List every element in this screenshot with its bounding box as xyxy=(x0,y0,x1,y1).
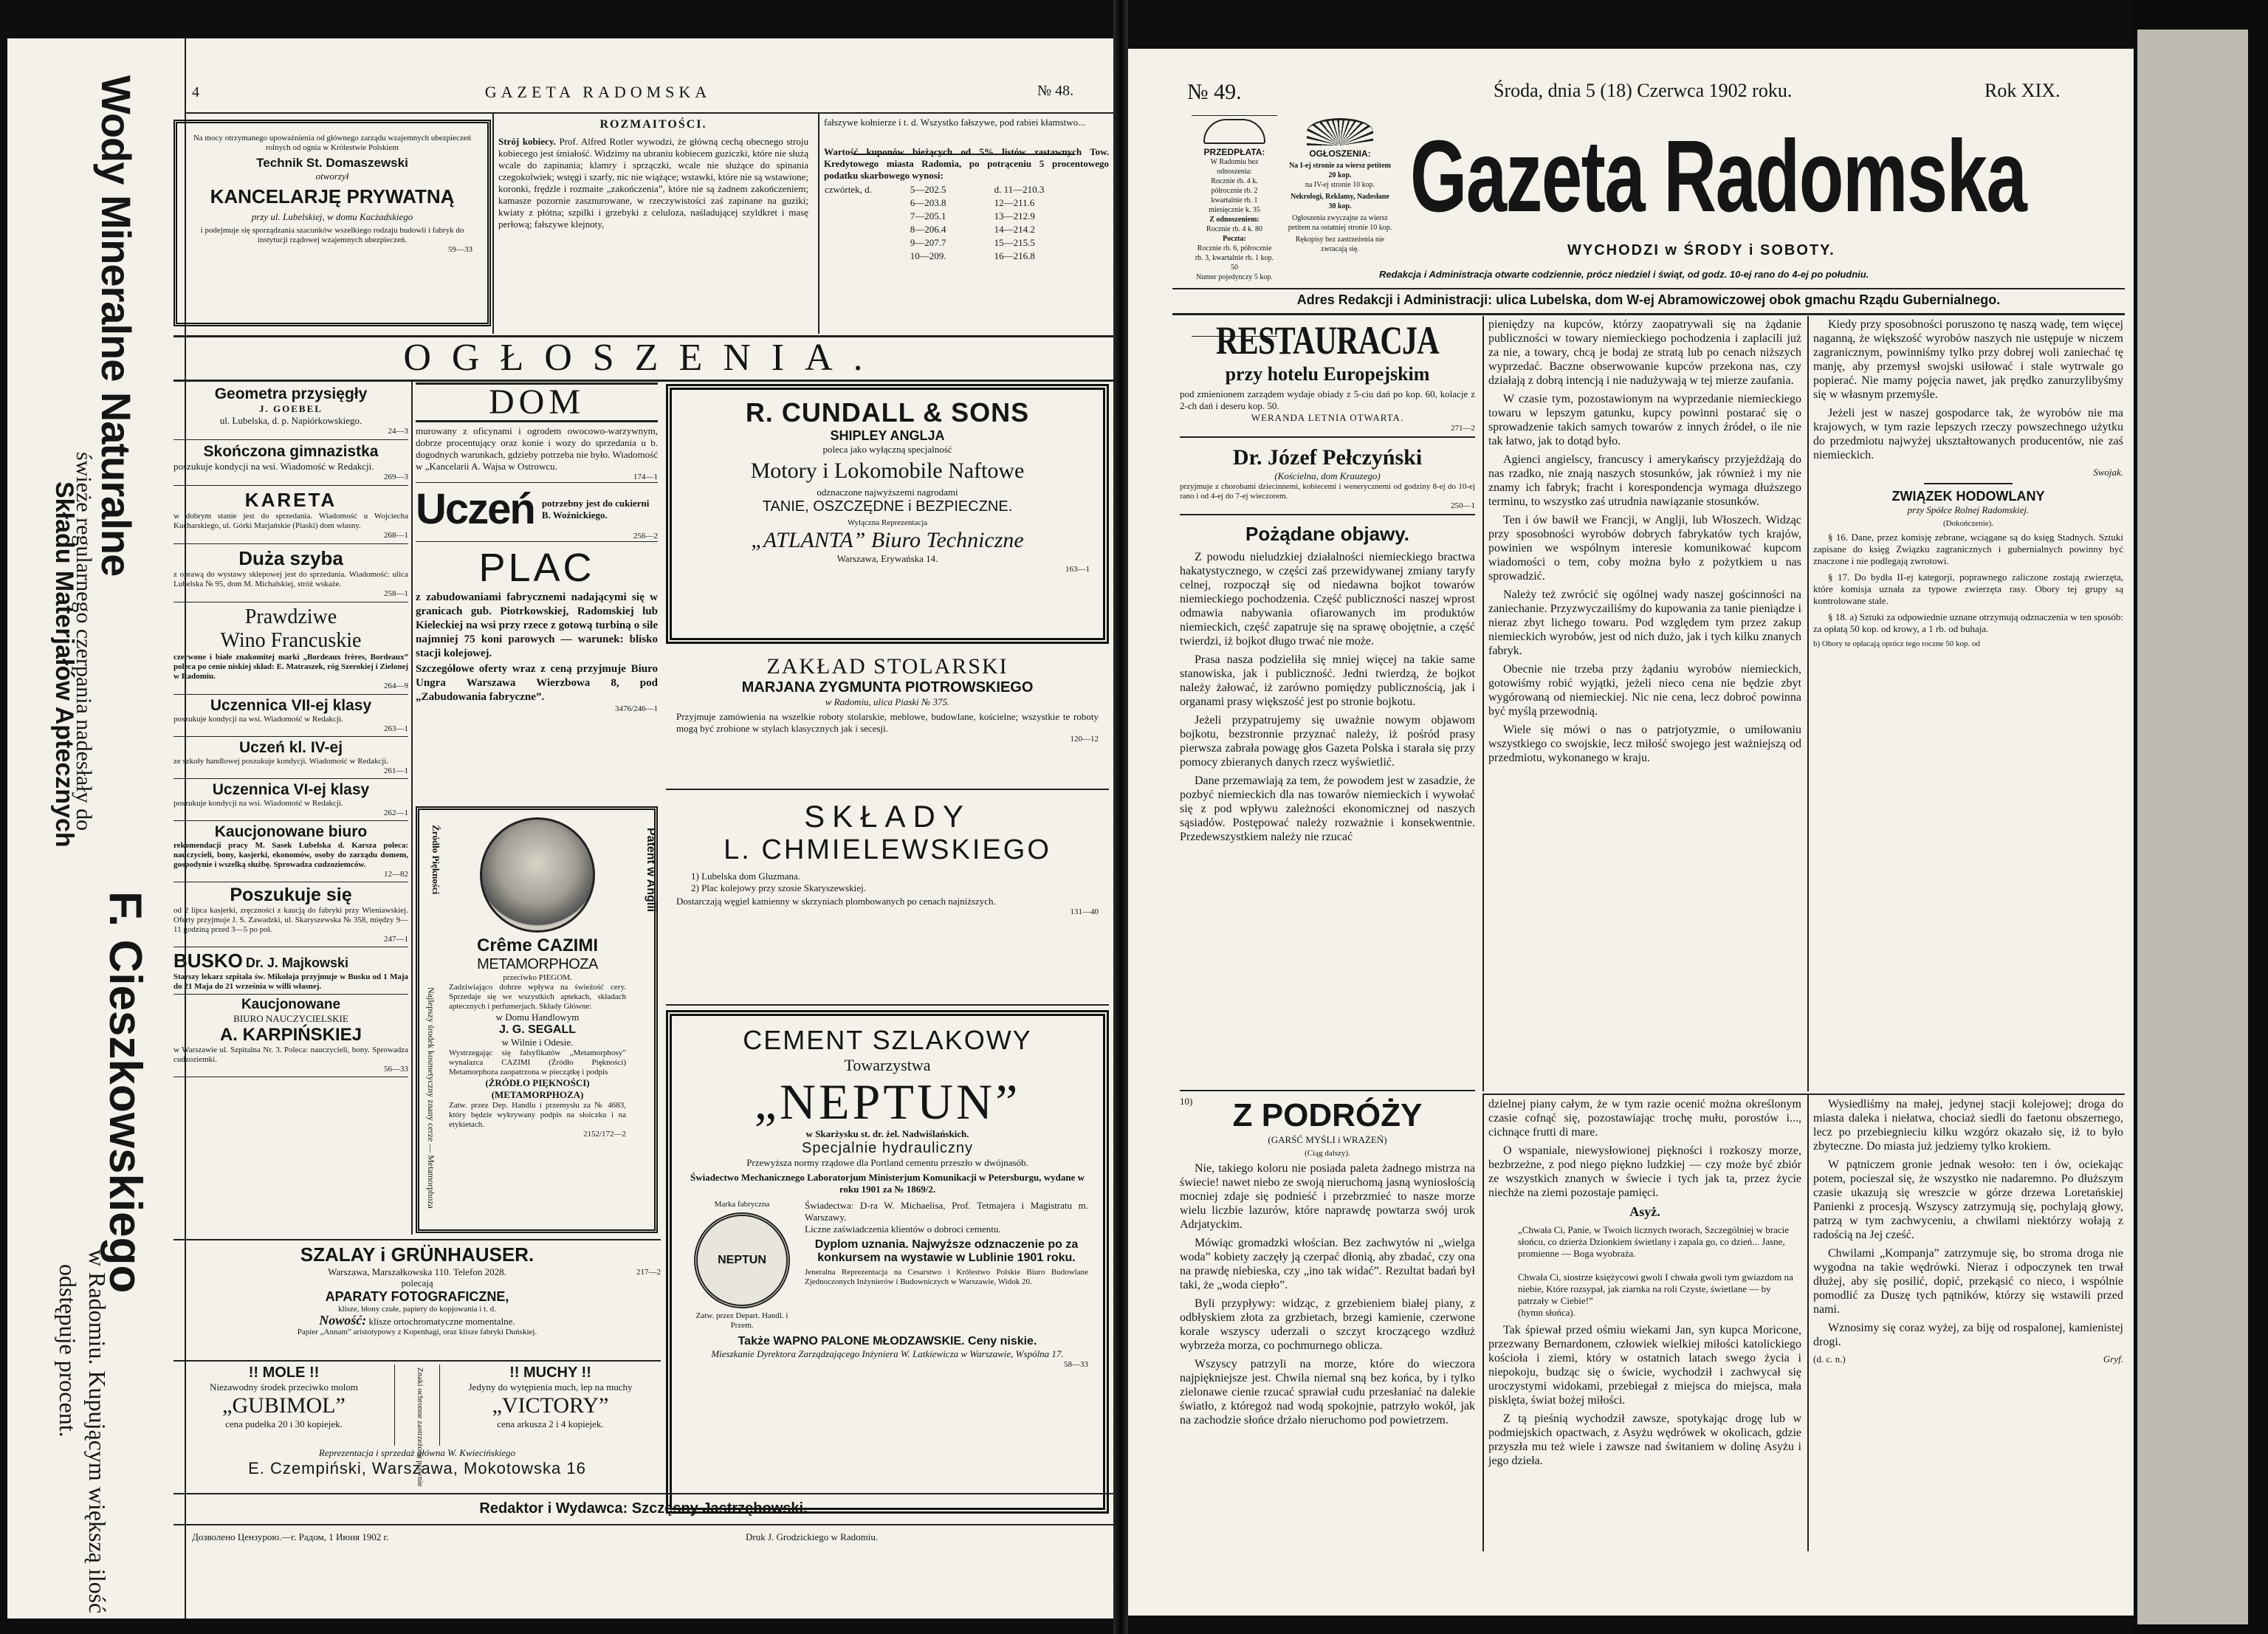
aparaty-papier: Papier „Annam” aristotypowy z Kopenhagi, oraz klisze fabryki Duńskiej. xyxy=(297,1328,537,1336)
cundall-agent: „ATLANTA” Biuro Techniczne xyxy=(751,528,1024,552)
ad-body: rekomendacji pracy M. Sasek Lubelska d. Karsza poleca: nauczycieli, bony, kasjerki, ekonomów, osoby do zarządu domem, gospodynie i wszelką służbę. Sprowadza cudzoziemców. xyxy=(173,841,408,869)
szalay-ad xyxy=(173,1239,661,1337)
ogloszenia-banner: OGŁOSZENIA. xyxy=(403,337,884,379)
zwiazek-cont: (Dokończenie). xyxy=(1942,519,1994,528)
notice-body: i podejmuje się sporządzania szacunków wszelkiego rodzaju budowli i fabryk do instytucji rządowej wzajemnych ubezpieczeń. xyxy=(200,226,464,244)
notice-name: Technik St. Domaszewski xyxy=(256,156,408,170)
kupony-cell: 8—206.4 xyxy=(910,224,946,235)
right-col2-lower xyxy=(1488,1097,1801,1472)
ad-geometra xyxy=(173,382,408,440)
ad-title: Kaucjonowane xyxy=(241,997,341,1012)
issue-date: Środa, dnia 5 (18) Czerwca 1902 roku. xyxy=(1494,80,1793,101)
left-newspaper-page xyxy=(7,38,1113,1618)
kupony-cell: 12—211.6 xyxy=(994,197,1035,208)
ad-code: 258—1 xyxy=(384,589,408,598)
ad-title: Duża szyba xyxy=(238,547,343,569)
left-issue-number: № 48. xyxy=(1037,83,1074,99)
left-page-number: 4 xyxy=(192,84,199,100)
z-podrozy-p3: Byli przypływy: widząc, z grzebieniem białej piany, z odbłyskiem złota za grzbietach, brzegi kamienie, czerwone korale wszyscy uderzali o szczyt kroczącego wzdłuż wybrzeża morza, co pochmurnego oblicza. xyxy=(1180,1297,1475,1352)
col2-p1: pieniędzy na kupców, którzy zaopatrywali się na żądanie publiczności w towary niemieckiego pochodzenia i zaplacili już za nie, a towary, chcą je bodaj ze stratą lub po cenach niższych wyprzedać. Baczne obserwowanie kupców przekona nas, czy działają z dobrą intencją i nie nadużywają w tej mierze zaufania. xyxy=(1488,318,1801,387)
neptun-cert: Świadectwo Mechanicznego Laboratorjum Ministerjum Komunikacji w Petersburgu, wydane w roku 1901 za № 1869/2. xyxy=(690,1172,1085,1195)
aparaty-title: APARATY FOTOGRAFICZNE, xyxy=(325,1289,509,1304)
neptun-loc: w Skarżysku st. dr. żel. Nadwiślańskich. xyxy=(805,1128,969,1139)
masthead-title: Gazeta Radomska xyxy=(1410,120,2027,233)
poem-text: „Chwała Ci, Panie, w Twoich licznych tworach, Szczególniej w bracie słońcu, co dzierża Dzionkiem świetlany i zapala go, co dzień... Jasne, promienne — Boga wyobraża. Chwała Ci, siostrze księżycowi gwoli I chwała gwoli tym gwiazdom na niebie, Które rozsypał, jak ziarnka na roli Czyste, świetlane — by patrzały w Ciebie!” (hymn słońca). xyxy=(1518,1224,1793,1318)
cazimi-brand: Crême CAZIMI xyxy=(476,936,599,955)
ad-uczen-code: 256—2 xyxy=(416,532,658,542)
neptun-mark-label: Marka fabryczna xyxy=(714,1200,770,1209)
issue-year: Rok XIX. xyxy=(1984,80,2061,101)
cundall-name: R. CUNDALL & SONS xyxy=(745,397,1030,428)
cazimi-paren: (ŹRÓDŁO PIĘKNOŚCI) (METAMORPHOZA) xyxy=(485,1077,590,1100)
ad-busko xyxy=(173,947,408,995)
kancelaria-notice xyxy=(173,120,491,326)
stolarski-owner: MARJANA ZYGMUNTA PIOTROWSKIEGO xyxy=(741,679,1034,696)
chmielewski-ad xyxy=(666,794,1109,1006)
aparaty-nowosc: Nowość: xyxy=(319,1313,367,1328)
issue-number: № 49. xyxy=(1187,80,1242,104)
muchy-body: Jedyny do wytępienia much, lep na muchy xyxy=(468,1381,633,1393)
muchy-brand: „VICTORY” xyxy=(492,1393,609,1418)
ad-dom-code: 174—1 xyxy=(416,473,658,483)
cundall-slogan: TANIE, OSZCZĘDNE i BEZPIECZNE. xyxy=(762,498,1013,515)
ad-body: od 2 lipca kasjerki, zręczności z kaucją do fabryki przy Wieniawskiej. Oferty przyjmuje J. S. Zawadzki, ul. Skaryszewska № 358, między 9—11 godziną przed 3—5 po poł. xyxy=(173,906,408,934)
neptun-approved: Zatw. przez Depart. Handl. i Przem. xyxy=(695,1311,788,1330)
neptun-addr: Mieszkanie Dyrektora Zarządzającego Inżyniera W. Latkiewicza w Warszawie, Wspólna 17. xyxy=(711,1348,1064,1359)
mole-muchy-ad xyxy=(173,1360,661,1487)
col3-p1: Kiedy przy sposobności poruszono tę naszą wadę, tem więcej naganną, że większość wyrobów naszych nie ustępuje w niczem zagranicznym, powinniśmy tylko przy dobrej woli zaniechać tę manję, aby przemysł swojski usiłować i stale wytrwale go popierać. Nie mamy pojęcia nawet, jak prędko zanurzylibyśmy się w własnym przemyśle. xyxy=(1813,318,2123,401)
cazimi-side-vertical: Najlepszy środek kosmetyczny znany cerze — Metamorphoza xyxy=(426,987,436,1209)
restauracja-body: pod zmienionem zarządem wydaje obiady z 5-ciu dań po kop. 60, kolacje z 2-ch dań i deseru kop. 50. xyxy=(1180,388,1475,411)
neptun-code: 58—33 xyxy=(1064,1360,1088,1369)
ad-plac-body2: Szczegółowe oferty wraz z ceną przyjmuje Biuro Ungra Warszawa Wierzbowa 8, pod „Zabudowania fabryczne”. xyxy=(416,663,658,703)
prenumerata-line: kwartalnie rb. 1 xyxy=(1211,196,1258,205)
ad-biuro-nauczycielskie xyxy=(173,995,408,1077)
notice-code: 59—33 xyxy=(448,245,472,254)
kupony-title: Wartość kuponów bieżących od 5% listów zastawnych Tow. Kredytowego miasta Radomia, po potrąceniu 5 procentowego podatku skarbowego wynosi: xyxy=(824,146,1109,181)
neptun-body: Przewyższa normy rządowe dla Portland cementu przeszło w dwójnasób. xyxy=(746,1157,1028,1168)
rozmaitosci-body: Prof. Alfred Rotler wywodzi, że główną cechą obecnego stroju kobiecego jest śmiałość. Widzimy na ubraniu kobiecem guziczki, które nie służą wcale do zapinania; klamry i sprzączki, wcale nie służące do spinania czegokolwiek; wstęgi i szarfy, nic nie wiążące; wstawki, które nie są wstawione; koronki, frędzle i rozmaite „zakończenia”, które nie są żadnem zakończeniem; kamasze pozornie zasznurowane, w rzeczywistości zaś zapinane na guziki; kwiaty z płótna; szpilki i grzebyki z celuloza, naśladującej szyldkret i masę perłową; fałszywe klejnoty, xyxy=(498,136,808,230)
ad-code: 12—82 xyxy=(384,870,408,879)
ad-uczen-title: Uczeń xyxy=(416,485,535,533)
ad-title: Poszukuje się xyxy=(230,885,352,905)
cundall-award: odznaczone najwyższemi nagrodami xyxy=(817,487,958,498)
wychodzi-line: WYCHODZI w ŚRODY i SOBOTY. xyxy=(1567,242,1835,258)
ad-title: Uczennica VI-ej klasy xyxy=(212,781,370,798)
neptun-trademark-icon xyxy=(694,1212,790,1308)
z-podrozy-p2: Mówiąc gromadzki włościan. Bez zachwytów ni „wielga woda” kobiety zaczęły ją czerpać dłonią, aby zbadać, czy ona na prawdę niebieska, czy „ino tak widać”. Rezultat badań był taki, że „woda ciepło”. xyxy=(1180,1237,1475,1291)
classifieds-col2 xyxy=(416,382,658,714)
ogloszenia-box-line: Na I-ej stronie za wiersz petitem 20 kop. xyxy=(1289,162,1391,179)
cundall-addr: Warszawa, Erywańska 14. xyxy=(836,553,938,564)
print-line: Druk J. Grodzickiego w Radomiu. xyxy=(746,1531,879,1542)
spine-line1: Wody Mineralne Naturalne xyxy=(93,75,140,577)
ad-gimnazistka xyxy=(173,440,408,486)
ad-code: 269—3 xyxy=(384,473,408,481)
ogloszenia-box-title: OGŁOSZENIA: xyxy=(1309,148,1371,159)
right-col3 xyxy=(1813,317,2123,653)
cazimi-dept3: w Wilnie i Odesie. xyxy=(501,1037,574,1048)
ad-dom-body: murowany z oficynami i ogrodem owocowo-warzywnym, dobrze procentujący oraz konie i wozy do sprzedania u b. dogodnych warunkach, gdzieby potrzeba nie było. Wiadomość w „Kancelarii A. Wajsa w Ostrowcu. xyxy=(416,425,658,472)
right-newspaper-page xyxy=(1128,49,2135,1616)
col2-p6: Obecnie nie trzeba przy żądaniu wyrobów niemieckich, gotowiśmy robić wyjątki, jeżeli nieco cena nie będzie zbyt wygórowaną od niemieckiej. Nic nie cena, lecz dobroć powinna być myślą przewodnią. xyxy=(1488,663,1801,718)
cazimi-foot: Zatw. przez Dep. Handlu i przemysłu za № 4683, który będzie wykrywany podpis na słoiczku i na etykietach. xyxy=(449,1101,626,1129)
z-podrozy-marker: 10) xyxy=(1180,1096,1193,1107)
ad-code: 264—9 xyxy=(384,682,408,690)
doctor-code: 250—1 xyxy=(1180,501,1475,515)
kupony-cell: 7—205.1 xyxy=(910,210,946,222)
aparaty-poleca: polecają xyxy=(401,1277,433,1288)
ad-code: 24—3 xyxy=(388,427,408,436)
col3b-p3: Wznosimy się coraz wyżej, za biję od rospalonej, kamienistej drogi. xyxy=(1813,1322,2123,1348)
szalay-title: SZALAY i GRÜNHAUSER. xyxy=(300,1243,535,1266)
ad-title: Uczeń kl. IV-ej xyxy=(238,739,343,756)
ad-kareta xyxy=(173,486,408,544)
ad-plac-code: 3476/246—1 xyxy=(614,704,658,713)
kupony-cell: 15—215.5 xyxy=(994,237,1035,248)
doctor-body: przyjmuje z chorobami dziecinnemi, kobiecemi i wenerycznemi od godziny 8-ej do 10-ej rano i od 4-ej do 7-ej wieczorem. xyxy=(1180,482,1475,501)
prenumerata-line: Rocznie rb. 4 k. 80 xyxy=(1206,225,1263,233)
prenumerata-line: Z odnoszeniem: xyxy=(1209,216,1260,224)
cazimi-by: przeciwko PIEGOM. xyxy=(503,973,572,982)
cazimi-side-right: Patent w Anglii xyxy=(645,828,657,913)
stolarski-title: ZAKŁAD STOLARSKI xyxy=(766,654,1008,679)
czempinski-line: E. Czempiński, Warszawa, Mokotowska 16 xyxy=(248,1459,586,1477)
kupony-cont: fałszywe kołnierze i t. d. Wszystko fałszywe, pod rabiei kłamstwo... xyxy=(824,117,1085,128)
ad-body: Starszy lekarz szpitala św. Mikołaja przyjmuje w Busku od 1 Maja do 21 Maja do 21 września w willi własnej. xyxy=(173,972,408,991)
pozadane-p1: Z powodu nieludzkiej działalności niemieckiego bractwa hakatystycznego, w części zaś przewidywanej zmiany taryfy celnej, rozpoczął się od niedawna bojkot towarów niemieckiego pochodzenia. Część publiczności naszej wprost odmawia nabywania ofiarowanych im produktów niemieckich, część zapatruje się na sprawę obojętnie, a część twierdzi, iż bojkot długo trwać nie może. xyxy=(1180,551,1475,648)
restauracja-sub: przy hotelu Europejskim xyxy=(1225,363,1430,385)
kupony-label: czwórtek, d. xyxy=(825,184,872,195)
notice-intro: Na mocy otrzymanego upoważnienia od głównego zarządu wzajemnych ubezpieczeń rolnych od ognia w Królestwie Polskiem xyxy=(193,134,472,152)
address-line: Adres Redakcji i Administracji: ulica Lubelska, dom W-ej Abramowiczowej obok gmachu Rządu Gubernialnego. xyxy=(1296,292,2001,307)
ad-kaucjonowane-biuro xyxy=(173,821,408,882)
szalay-addr: Warszawa, Marszałkowska 110. Telefon 2028. xyxy=(328,1266,506,1277)
ogloszenia-box-line: Nekrologi, Reklamy, Nadesłane 30 kop. xyxy=(1291,193,1389,210)
col2b-p4: Z tą pieśnią wychodził zawsze, spotykając drogę lub w podmiejskich opactwach, z Asyżu wędrówek w okolicach, gdzie przyszła mu też wiele i zawsze nad świtaniem w dolinę Asyżu i jego dzieła. xyxy=(1488,1412,1801,1467)
z-podrozy-section xyxy=(1180,1090,1475,1432)
neptun-body4: Jeneralna Reprezentacja na Cesarstwo i Królestwo Polskie Biuro Budowlane Zjednoczonych Inżynierów i Budowniczych w Warszawie, Widok 20. xyxy=(805,1268,1088,1286)
cazimi-code: 2152/172—2 xyxy=(583,1130,626,1139)
cundall-ad xyxy=(666,384,1109,644)
kupony-table xyxy=(824,183,1109,263)
classifieds-col1 xyxy=(173,382,408,1077)
ad-dom-title: DOM xyxy=(416,382,658,422)
z-podrozy-p1: Nie, takiego koloru nie posiada paleta żadnego mistrza na świecie! nawet niebo ze swoją nieruchomą jasną wyniosłością mocniej zdaje się podnieść i przebrzmieć to nasze morze wielu liczbie lazurów, które naprawdę powtarza swój urok Adrjatyckim. xyxy=(1180,1162,1475,1231)
ad-code: 263—1 xyxy=(384,724,408,733)
chmielewski-title2: L. CHMIELEWSKIEGO xyxy=(724,834,1051,865)
restauracja-code: 271—2 xyxy=(1180,424,1475,438)
cundall-code: 163—1 xyxy=(1065,565,1090,574)
cazimi-dept2: J. G. SEGALL xyxy=(498,1023,576,1036)
ad-title: Prawdziwe xyxy=(244,605,337,628)
cundall-product: Motory i Lokomobile Naftowe xyxy=(750,459,1025,483)
cazimi-dept1: w Domu Handlowym xyxy=(495,1012,580,1023)
ad-code: 261—1 xyxy=(384,766,408,775)
ad-plac-title: PLAC xyxy=(478,546,595,590)
ad-uczennica7 xyxy=(173,695,408,737)
prenumerata-line: miesięcznie k. 35 xyxy=(1209,206,1260,214)
right-col1 xyxy=(1180,317,1475,848)
kupony-cell: 6—203.8 xyxy=(910,197,946,208)
ad-title: Uczennica VII-ej klasy xyxy=(210,697,372,714)
ad-code: 262—1 xyxy=(384,809,408,817)
kupony-column xyxy=(824,117,1109,263)
kupony-cell: 13—212.9 xyxy=(994,210,1035,222)
censor-line: Дозволено Цензурою.—г. Радом, 1 Июня 1902 г. xyxy=(192,1531,389,1542)
neptun-spec: Specjalnie hydrauliczny xyxy=(801,1140,973,1156)
chmielewski-body: Dostarczają węgiel kamienny w skrzyniach plombowanych po cenach najniższych. xyxy=(676,896,996,907)
ad-body: w Warszawie ul. Szpitalna Nr. 3. Poleca: nauczycieli, bony. Sprowadza cudzoziemki. xyxy=(173,1046,408,1064)
col2-p5: Należy też zwrócić się ogólnej wady naszej gościnności na zaniechanie. Przyzwyczailiśmy do kupowania za tanie pieniądze i nieraz zbyt lichego towaru. Pod względem tym przez zakup niemieckich wyrobów, jest od nich dużo, jak i tych kilku znanych fabryk. xyxy=(1488,588,1801,657)
spine-ad xyxy=(7,38,186,1618)
restauracja-title: RESTAURACJA xyxy=(1216,318,1439,363)
neptun-title: CEMENT SZLAKOWY xyxy=(743,1025,1032,1055)
prenumerata-title: PRZEDPŁATA: xyxy=(1203,147,1265,157)
kupony-cell: 16—216.8 xyxy=(994,250,1035,261)
kupony-cell: 5—202.5 xyxy=(910,184,946,195)
stolarski-ad xyxy=(666,648,1109,790)
prenumerata-line: Rocznie rb. 4 k. xyxy=(1211,177,1258,185)
col3b-p1: W pątniczem gronie jednak wesoło: ten i ów, ociekając potem, pocieszał się, że wszystko nie nadaremno. Po dłuższym czasie ukazują się wreszcie w górze drzewa Loretańskiej Panienki z procesją. Wszyscy zatrzymują się, pochylają głowy, patrzą w tym zachwyceniu, a chwilami niektórzy wołają z radością na Jej cześć. xyxy=(1813,1158,2123,1241)
ad-code: 56—33 xyxy=(384,1065,408,1074)
ad-name: A. KARPIŃSKIEJ xyxy=(219,1025,362,1045)
muchy-title: !! MUCHY !! xyxy=(509,1364,591,1381)
col3b-sign: Gryf. xyxy=(2103,1353,2123,1364)
ad-body: poszukuje kondycji na wsi. Wiadomość w Redakcji. xyxy=(173,799,343,808)
cundall-poleca: poleca jako wyłączną specjalność xyxy=(822,444,952,455)
doctor-addr: (Kościelna, dom Krauzego) xyxy=(1274,470,1381,481)
pozadane-p4: Dane przemawiają za tem, że powodem jest w zasadzie, że pozbyć niemieckich dla nas towarów niemieckich i wywołać się z pod wpływu zależności ekonomicznej od naszych sąsiadów. Postępować należy rozważnie i konsekwentnie. Przedewszystkiem należy nie rzucać xyxy=(1180,775,1475,843)
ad-szyba xyxy=(173,544,408,603)
spine-line4: F. Cieszkowskiego xyxy=(100,891,151,1294)
ad-code: 268—1 xyxy=(384,531,408,540)
ad-code: 247—1 xyxy=(384,935,408,944)
col3-sign: Swojak. xyxy=(2093,467,2123,478)
ad-uczen-body: potrzebny jest do cukierni B. Woźnickiego. xyxy=(541,498,650,521)
spine-line2: świeże regularnego czerpania nadesłały do xyxy=(72,452,96,831)
ad-title: BUSKO xyxy=(173,950,243,972)
ad-uczen4 xyxy=(173,737,408,779)
prenumerata-line: półrocznie rb. 2 xyxy=(1211,187,1258,195)
poem-title: Asyż. xyxy=(1629,1204,1660,1219)
kupony-cell: 14—214.2 xyxy=(994,224,1035,235)
mole-brand: „GUBIMOL” xyxy=(222,1393,346,1418)
ogloszenia-box-line: na IV-ej stronie 10 kop. xyxy=(1305,181,1375,189)
ad-uczennica6 xyxy=(173,779,408,821)
col2b-p1: dzielnej piany całym, że w tym razie ocenić można określonym czasie cofnąć się, pozostawiając trochę mułu, porostów i..., cichnące frutti di mare. xyxy=(1488,1098,1801,1139)
ad-title2: Wino Francuskie xyxy=(220,629,362,652)
mole-mid: Znaki ochronne zastrzeżone prawnie xyxy=(416,1367,425,1487)
restauracja-veranda: WERANDA LETNIA OTWARTA. xyxy=(1251,412,1404,423)
col3b-end: (d. c. n.) xyxy=(1813,1353,1846,1364)
zwiazek-p6: b) Obory te opłacają oprócz tego roczne 50 kop. od xyxy=(1813,639,1981,648)
cazimi-portrait-icon xyxy=(480,817,595,933)
chmielewski-l1: 1) Lubelska dom Gluzmana. xyxy=(691,871,801,882)
col3b-p2: Chwilami „Kompanja” zatrzymuje się, bo stroma droga nie wygodna na takie wędrówki. Nieraz i odpoczynek ten trwał dłużej, aby się posilić, dopić, przekąsić co nieco, i wspólnie pomodlić za Duszę tych pątników, którzy się wstawili przed nami. xyxy=(1813,1247,2123,1316)
cundall-loc: SHIPLEY ANGLJA xyxy=(830,428,945,443)
spine-line6: odstępuje procent. xyxy=(55,1264,81,1438)
ogloszenia-box-line: Rękopisy bez zastrzeżenia nie zwracają się. xyxy=(1295,236,1385,253)
neptun-award: Dyplom uznania. Najwyższe odznaczenie po za konkursem na wystawie w Lublinie 1901 roku. xyxy=(814,1238,1079,1264)
neptun-towarzystwa: Towarzystwa xyxy=(844,1056,931,1074)
zwiazek-p4: § 17. Do bydła II-ej kategorji, poprawnego zaliczone zostają zwierzęta, które komisja uznała za typowe zwierzęta rasy. Obory tej grupy są kontrolowane stale. xyxy=(1813,571,2123,606)
ad-body: w dobrym stanie jest do sprzedania. Wiadomość u Wojciecha Kucharskiego, ul. Górki Marjańskie (Piaski) dom własny. xyxy=(173,512,408,530)
cazimi-product: METAMORPHOZA xyxy=(477,956,598,972)
prenumerata-line: W Radomiu bez odnoszenia: xyxy=(1210,158,1259,176)
col3-p2: Jeżeli jest w naszej gospodarce tak, że wyrobów nie ma krajowych, w tym razie lepszych rzeczy powszechnego użytku do przedmiotu najwyżej ukształtowanych producentów, nie zaś niemieckich. xyxy=(1813,407,2123,461)
ad-title2: BIURO NAUCZYCIELSKIE xyxy=(233,1013,348,1024)
ad-body: z oprawą do wystawy sklepowej jest do sprzedania. Wiadomość: ulica Lubelska № 95, dom M. Michalskiej, stróż wskaże. xyxy=(173,570,408,588)
neptun-lime: Także WAPNO PALONE MŁODZAWSKIE. Ceny niskie. xyxy=(738,1335,1037,1348)
col2b-p2: O wspaniale, niewysłowionej piękności i rozkoszy morze, bezbrzeżne, z pod niego piękno ludzkiej — czy może być zbiór ze wszystkich znanych w świecie i tych jak ta, przez życie niechże na ziemi pozostaje pamięci. xyxy=(1488,1144,1801,1199)
notice-address: przy ul. Lubelskiej, w domu Kacżadskiego xyxy=(251,211,413,222)
ad-body: czerwone i białe znakomitej marki „Bordeaux frères, Bordeaux” poleca po cenie niskiej skład: E. Matraszek, róg Szerokiej i Zielonej w Radomiu. xyxy=(173,653,408,681)
col2b-p3: Tak śpiewał przed ośmiu wiekami Jan, syn kupca Moricone, przezwany Bernardonem, człowiek wielkiej miłości katolickiego kościoła i ziemi, który w ostatnich latach swego życia i niepokoju, budząc się o świcie, wychodził i zachwycał się uroczystymi widokami, przebiegał z miejsca do miejsca, mała pisklęta, świat bożej miłości. xyxy=(1488,1324,1801,1407)
notice-opens: otworzył xyxy=(315,171,349,182)
muchy-price: cena arkusza 2 i 4 kopiejek. xyxy=(497,1418,604,1429)
col3b-long: Wysiedliśmy na małej, jedynej stacji kolejowej; droga do miasta daleka i niełatwa, chociaż siedli do faetonu obszernego, lecz po przebiegnieciu kilku wzgórz okazało się, iż to było zbyteczne. Do miasta już jedziemy tylko krokiem. xyxy=(1813,1098,2123,1153)
rozmaitosci-column xyxy=(498,118,808,230)
ad-body: poszukuje kondycji na wsi. Wiadomość w Redakcji. xyxy=(173,715,343,724)
left-running-title: GAZETA RADOMSKA xyxy=(484,83,712,101)
ad-title: Geometra przysięgły xyxy=(214,385,368,402)
stolarski-body: Przyjmuje zamówienia na wszelkie roboty stolarskie, meblowe, budowlane, kościelne; wszystkie te roboty mogą być zrobione w stylach klasycznych jak i secesji. xyxy=(676,711,1099,734)
zwiazek-heading: ZWIĄZEK HODOWLANY xyxy=(1891,489,2045,504)
prenumerata-line: Rocznie rb. 6, półrocznie rb. 3, kwartalnie rb. 1 kop. 50 xyxy=(1195,244,1274,272)
cazimi-ad xyxy=(416,806,658,1233)
ad-title: Kaucjonowane biuro xyxy=(214,823,368,840)
ad-body: ul. Lubelska, d. p. Napiórkowskiego. xyxy=(219,415,362,426)
rozmaitosci-title: ROZMAITOŚCI. xyxy=(599,118,707,131)
spine-line3: Składu Materjałów Aptecznych xyxy=(50,481,78,848)
chmielewski-l2: 2) Plac kolejowy przy szosie Skaryszewskiej. xyxy=(691,882,866,893)
col2-p2: W czasie tym, pozostawionym na wyprzedanie niemieckiego towaru w lepszym gatunku, kupcy powinni postarać się o sprowadzenie takich samych towarów z innych źródeł, o ile nie tak łatwo, jak to dotąd było. xyxy=(1488,393,1801,447)
ad-sub: J. GOEBEL xyxy=(259,403,323,414)
ad-body: ze szkoły handlowej poszukuje kondycji. Wiadomość w Redakcji. xyxy=(173,757,389,766)
rep-line: Reprezentacja i sprzedaż główna W. Kwiecińskiego xyxy=(318,1447,516,1458)
kupony-cell: d. 11—210.3 xyxy=(994,184,1045,195)
zwiazek-sub: przy Spółce Rolnej Radomskiej. xyxy=(1907,504,2030,515)
ad-plac-body: z zabudowaniami fabrycznemi nadającymi się w granicach gub. Piotrkowskiej, Radomskiej lub Kieleckiej na wsi przy rzece z gotową turbiną o sile najmniej 75 koni parowych — warunek: blisko stacji kolejowej. xyxy=(416,591,658,659)
z-podrozy-p4: Wszyscy patrzyli na morze, które do wieczora najpiękniejsze jest. Chwila niemal sną bez końca, by i tylko zielonawe cienie rzucać sprawiał cudu przesłaniać na dalekie światło, z któregoż nad wodą spokojnie, patrzyło wokół, jak na zachodzie słońce drżało nieruchomo pod powietrzem. xyxy=(1180,1358,1475,1427)
ornament-icon xyxy=(1203,119,1265,144)
office-hours: Redakcja i Administracja otwarte codziennie, prócz niedziel i świąt, od godz. 10-ej rano do 4-ej po południu. xyxy=(1379,269,1869,280)
z-podrozy-title: Z PODRÓŻY xyxy=(1232,1097,1423,1133)
kupony-cell: 10—209. xyxy=(910,250,946,261)
ogloszenia-box-line: Ogłoszenia zwyczajne za wiersz petitem na ostatniej stronie 10 kop. xyxy=(1288,214,1392,232)
ad-name: Dr. J. Majkowski xyxy=(245,955,348,970)
col2-p3: Agienci angielscy, francuscy i amerykańscy przyjeżdżają do nas rzadko, nie znają naszych stosunków, jak również i my nie znamy ich fabryk; fracht i korespondencja wymaga dłuższego terminu, to wszystko zaś utrudnia nawiązanie stosunków. xyxy=(1488,453,1801,508)
neptun-mark-text: NEPTUN xyxy=(718,1254,766,1266)
cazimi-side-left: Źródło Piękności xyxy=(430,825,441,895)
chmielewski-code: 131—40 xyxy=(1070,907,1099,916)
kupony-cell: 9—207.7 xyxy=(910,237,946,248)
zwiazek-p3: § 16. Dane, przez komisję zebrane, wciągane są do księg Stadnych. Sztuki zapisane do księg Związku zagranicznych i gubernialnych powinny być znaczone i nie podlegają zwrotowi. xyxy=(1813,532,2123,566)
aparaty-nowosc-body: klisze ortochromatyczne momentalne. xyxy=(368,1316,515,1327)
ad-wino xyxy=(173,603,408,695)
sunburst-icon xyxy=(1307,118,1373,145)
ad-title: Skończona gimnazistka xyxy=(203,443,379,460)
prenumerata-line: Numer pojedynczy 5 kop. xyxy=(1196,273,1273,281)
ad-title: KARETA xyxy=(244,489,337,511)
zwiazek-p5: § 18. a) Sztuki za odpowiednie uznane otrzymują odznaczenia w ten sposób: za opłatą 50 kop. od krowy, a 1 rb. od buhaja. xyxy=(1813,611,2123,634)
page-edge xyxy=(2137,30,2248,1624)
pozadane-p2: Prasa nasza podzieliła się mniej więcej na takie same stanowiska, jak i publiczność. Jedni twierdzą, że bojkot należy żałować, iż zarówno pomiędzy publicznością, jak i organami prasy większość jest po stronie bojkotu. xyxy=(1180,653,1475,708)
prenumerata-line: Poczta: xyxy=(1223,235,1246,243)
right-col2 xyxy=(1488,317,1801,769)
mole-price: cena pudełka 20 i 30 kopiejek. xyxy=(225,1418,343,1429)
neptun-name: „NEPTUN” xyxy=(754,1074,1021,1130)
cazimi-body: Zadziwiająco dobrze wpływa na świeżość cery. Sprzedaje się we wszystkich aptekach, składach aptecznych i perfumerjach. Składy Główne: xyxy=(449,983,626,1011)
neptun-body2: Świadectwa: D-ra W. Michaelisa, Prof. Tetmajera i Magistratu m. Warszawy. xyxy=(805,1200,1088,1223)
pozadane-title: Pożądane objawy. xyxy=(1245,523,1409,545)
col2-p7: Wiele się mówi o nas o patrjotyzmie, o umiłowaniu wszystkiego co swojskie, lecz miłość swojego jest ważniejszą od przedmiotu, wykonanego w kraju. xyxy=(1488,724,1801,764)
doctor-name: Dr. Józef Pełczyński xyxy=(1232,445,1423,470)
stolarski-code: 120—12 xyxy=(1070,735,1099,744)
ad-body: poszukuje kondycji na wsi. Wiadomość w Redakcji. xyxy=(173,461,374,472)
chmielewski-title1: SKŁADY xyxy=(804,799,971,834)
szalay-code: 217—2 xyxy=(636,1268,661,1277)
stolarski-addr: w Radomiu, ulica Piaski № 375. xyxy=(825,696,950,707)
pozadane-p3: Jeżeli przypatrujemy się uważnie nowym objawom bojkotu, bezstronnie przyznać należy, iż pośród prasy pierwsza zabrała powagę głos Gazeta Polska i starała się przy pomocy zbieranych danych rzecz wyświetlić. xyxy=(1180,714,1475,769)
ad-poszukuje xyxy=(173,882,408,947)
notice-headline: KANCELARJĘ PRYWATNĄ xyxy=(210,185,455,207)
z-podrozy-sub: (GARŚĆ MYŚLI i WRAŻEŃ) xyxy=(1268,1134,1387,1145)
editor-line: Redaktor i Wydawca: Szczęsny Jastrzębowski. xyxy=(479,1500,808,1517)
cundall-rep: Wyłączna Reprezentacja xyxy=(847,518,928,527)
neptun-body3: Liczne zaświadczenia klientów o dobroci cementu. xyxy=(805,1223,1001,1235)
aparaty-body: klisze, błony czułe, papiery do kopjowania i t. d. xyxy=(338,1305,496,1314)
cazimi-body2: Wystrzegając się falsyfikatów „Metamorphosy” wynalazca CAZIMI (Źródło Piękności) Metamorphoza zaopatrzona w pieczątkę i podpis xyxy=(449,1048,626,1077)
mole-body: Niezawodny środek przeciwko molom xyxy=(209,1381,359,1393)
rozmaitosci-lead: Strój kobiecy. xyxy=(498,136,556,147)
right-col3-lower xyxy=(1813,1097,2123,1365)
neptun-ad xyxy=(666,1010,1109,1514)
z-podrozy-cont: (Ciąg dalszy). xyxy=(1305,1149,1350,1158)
col2-p4: Ten i ów bawił we Francji, w Anglji, lub Włoszech. Widząc przy sposobności wyrobów dobrych fabrykatów tych krajów, powinien we wspólnym interesie komunikować kupcom wiadomości o tem, coby można było z pożytkiem u nas sprowadzić. xyxy=(1488,514,1801,583)
mole-title: !! MOLE !! xyxy=(248,1364,320,1381)
spine-line5: w Radomiu. Kupującym większą ilość xyxy=(84,1249,111,1614)
